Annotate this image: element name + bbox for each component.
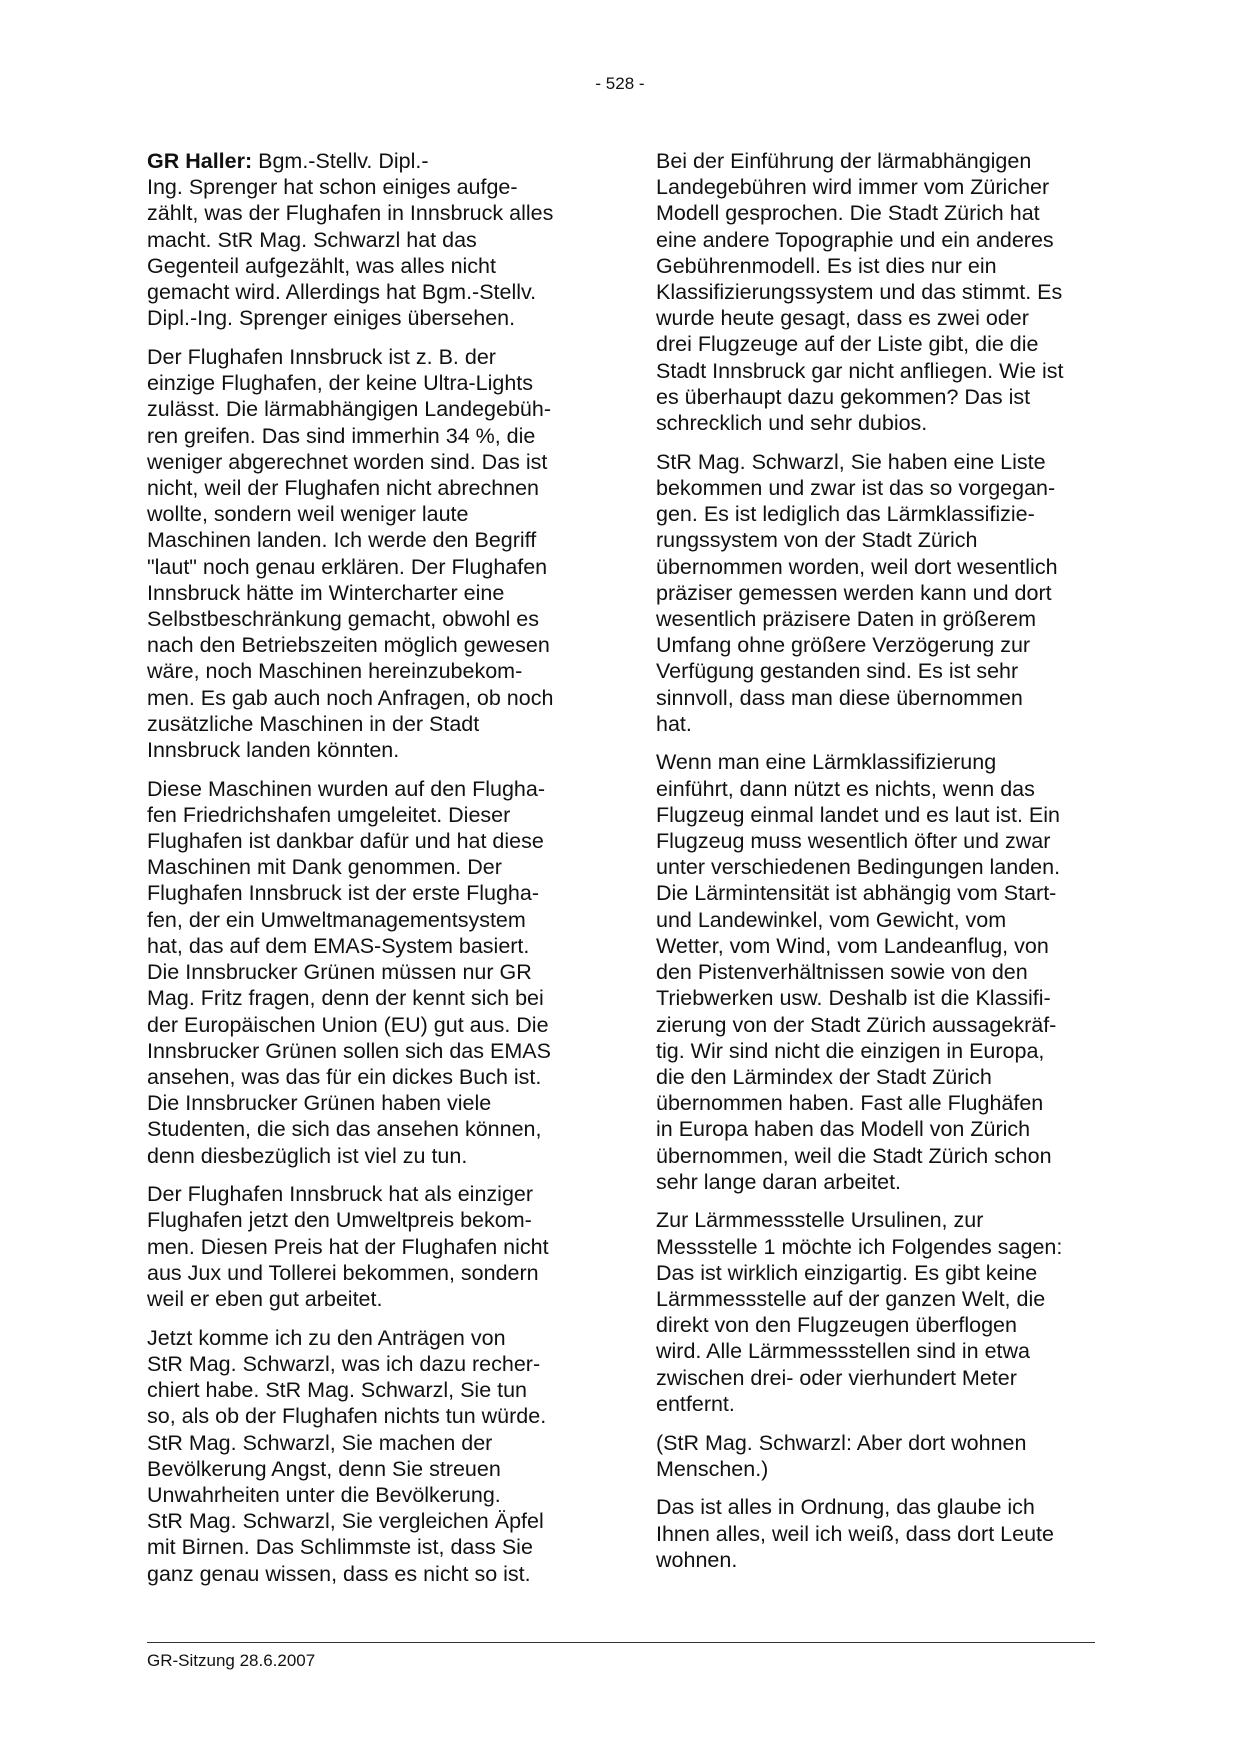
paragraph: Zur Lärmmessstelle Ursulinen, zur Messstelle 1 möchte ich Folgendes sagen: Das ist wirklich einzigartig. Es gibt keine Lärmmessstelle auf der ganzen Welt, die direkt von den Flugzeugen überflogen wird. Alle Lärmmessstellen sind in etwa zwischen drei- oder vierhundert Meter entfernt.	[656, 1208, 1063, 1416]
paragraph-text: Bgm.-Stellv. Dipl.- Ing. Sprenger hat schon einiges aufge- zählt, was der Flughafen in Innsbruck alles macht. StR Mag. Schwarzl hat das Gegenteil aufgezählt, was alles nicht gemacht wird. Allerdings hat Bgm.-Stellv. Dipl.-Ing. Sprenger einiges übersehen.	[147, 149, 554, 331]
paragraph	[147, 148, 590, 331]
paragraph: Jetzt komme ich zu den Anträgen von StR Mag. Schwarzl, was ich dazu recher- chiert habe. StR Mag. Schwarzl, Sie tun so, als ob der Flughafen nichts tun würde. StR Mag. Schwarzl, Sie machen der Bevölkerung Angst, denn Sie streuen Unwahrheiten unter die Bevölkerung. StR Mag. Schwarzl, Sie vergleichen Äpfel mit Birnen. Das Schlimmste ist, dass Sie ganz genau wissen, dass es nicht so ist.	[147, 1325, 547, 1586]
paragraph: Diese Maschinen wurden auf den Flugha- fen Friedrichshafen umgeleitet. Dieser Flughafen ist dankbar dafür und hat diese Maschinen mit Dank genommen. Der Flughafen Innsbruck ist der erste Flugha- fen, der ein Umweltmanagementsystem hat, das auf dem EMAS-System basiert. Die Innsbrucker Grünen müssen nur GR Mag. Fritz fragen, denn der kennt sich bei der Europäischen Union (EU) gut aus. Die Innsbrucker Grünen sollen sich das EMAS ansehen, was das für ein dickes Buch ist. Die Innsbrucker Grünen haben viele Studenten, die sich das ansehen können, denn diesbezüglich ist viel zu tun.	[147, 776, 551, 1168]
footer-text: GR-Sitzung 28.6.2007	[147, 1651, 316, 1670]
paragraph: Der Flughafen Innsbruck hat als einziger Flughafen jetzt den Umweltpreis bekom- men. Diesen Preis hat der Flughafen nicht aus Jux und Tollerei bekommen, sondern weil er eben gut arbeitet.	[147, 1182, 549, 1312]
page-number: - 528 -	[595, 74, 645, 93]
footer-divider	[147, 1642, 1095, 1643]
interjection: (StR Mag. Schwarzl: Aber dort wohnen Menschen.)	[656, 1430, 1027, 1481]
speaker-name: GR Haller:	[147, 149, 253, 173]
right-column	[656, 148, 1101, 1586]
left-column	[147, 148, 590, 1599]
paragraph: Wenn man eine Lärmklassifizierung einführt, dann nützt es nichts, wenn das Flugzeug einmal landet und es laut ist. Ein Flugzeug muss wesentlich öfter und zwar unter verschiedenen Bedingungen landen. Die Lärmintensität ist abhängig vom Start- und Landewinkel, vom Gewicht, vom Wetter, vom Wind, vom Landeanflug, von den Pistenverhältnissen sowie von den Triebwerken usw. Deshalb ist die Klassifi- zierung von der Stadt Zürich aussagekräf- tig. Wir sind nicht die einzigen in Europa, die den Lärmindex der Stadt Zürich übernommen haben. Fast alle Flughäfen in Europa haben das Modell von Zürich übernommen, weil die Stadt Zürich schon sehr lange daran arbeitet.	[656, 750, 1061, 1194]
paragraph: Der Flughafen Innsbruck ist z. B. der einzige Flughafen, der keine Ultra-Lights zulässt. Die lärmabhängigen Landegebüh- ren greifen. Das sind immerhin 34 %, die weniger abgerechnet worden sind. Das ist nicht, weil der Flughafen nicht abrechnen wollte, sondern weil weniger laute Maschinen landen. Ich werde den Begriff "laut" noch genau erklären. Der Flughafen Innsbruck hätte im Wintercharter eine Selbstbeschränkung gemacht, obwohl es nach den Betriebszeiten möglich gewesen wäre, noch Maschinen hereinzubekom- men. Es gab auch noch Anfragen, ob noch zusätzliche Maschinen in der Stadt Innsbruck landen könnten.	[147, 344, 554, 762]
paragraph: Bei der Einführung der lärmabhängigen Landegebühren wird immer vom Züricher Modell gesprochen. Die Stadt Zürich hat eine andere Topographie und ein anderes Gebührenmodell. Es ist dies nur ein Klassifizierungssystem und das stimmt. Es wurde heute gesagt, dass es zwei oder drei Flugzeuge auf der Liste gibt, die die Stadt Innsbruck gar nicht anfliegen. Wie ist es überhaupt dazu gekommen? Das ist schrecklich und sehr dubios.	[656, 149, 1064, 436]
paragraph: StR Mag. Schwarzl, Sie haben eine Liste bekommen und zwar ist das so vorgegan- gen. Es ist lediglich das Lärmklassifizie- rungssystem von der Stadt Zürich übernommen worden, weil dort wesentlich präziser gemessen werden kann und dort wesentlich präzisere Daten in größerem Umfang ohne größere Verzögerung zur Verfügung gestanden sind. Es ist sehr sinnvoll, dass man diese übernommen hat.	[656, 449, 1058, 736]
paragraph: Das ist alles in Ordnung, das glaube ich Ihnen alles, weil ich weiß, dass dort Leute wohnen.	[656, 1495, 1054, 1572]
